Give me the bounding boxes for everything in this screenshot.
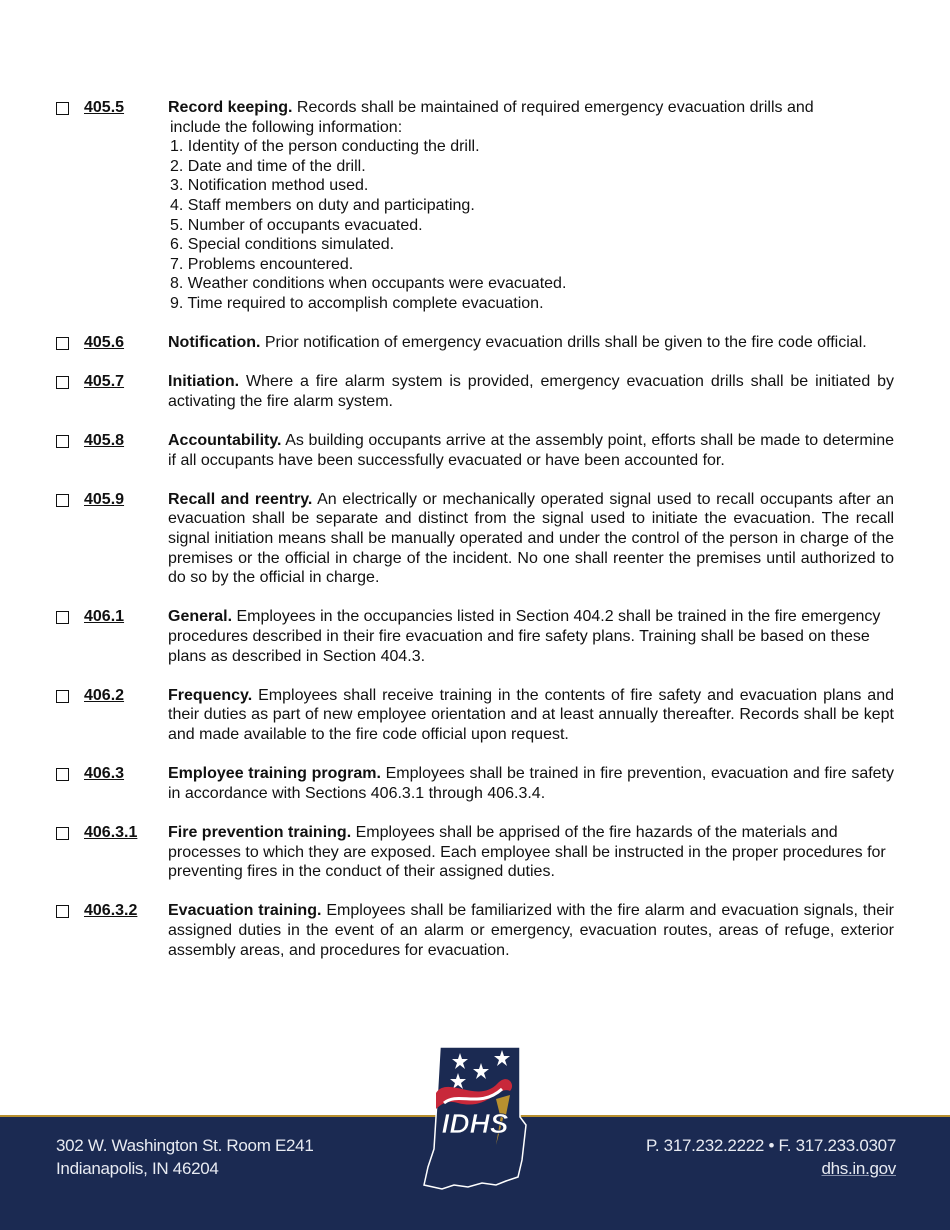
record-list — [168, 137, 894, 313]
section-405-9 — [56, 490, 896, 588]
checkbox[interactable] — [56, 611, 69, 624]
website-link[interactable]: dhs.in.gov — [821, 1159, 896, 1178]
section-number: 405.9 — [84, 490, 125, 508]
address-line-1: 302 W. Washington St. Room E241 — [56, 1136, 314, 1155]
section-406-3-2 — [56, 901, 896, 960]
address-line-2: Indianapolis, IN 46204 — [56, 1159, 219, 1178]
section-text: Employees in the occupancies listed in Section 404.2 shall be trained in the fire emergency procedures described in their fire evacuation and fire safety plans. Training shall be based on these plans as described in Section 404.3. — [168, 608, 881, 665]
footer-contact — [646, 1134, 896, 1180]
section-title: Initiation. — [168, 373, 240, 391]
section-title: General. — [168, 608, 233, 626]
section-title: Accountability. — [168, 432, 282, 450]
list-item: 4. Staff members on duty and participating. — [170, 196, 475, 214]
section-406-3-1 — [56, 823, 896, 882]
section-title: Fire prevention training. — [168, 823, 352, 841]
checkbox[interactable] — [56, 494, 69, 507]
footer-address — [56, 1134, 314, 1180]
checkbox[interactable] — [56, 337, 69, 350]
section-text: An electrically or mechanically operated signal used to recall occupants after an evacuation shall be separate and distinct from the signal used to initiate the evacuation. The recall signal initiation means shall be manually operated and under the control of the person in charge of the premises or the official in charge of the incident. No one shall reenter the premises until authorized to do so by the official in charge. — [168, 490, 895, 587]
section-number: 406.3.1 — [84, 823, 138, 841]
section-number: 406.2 — [84, 686, 125, 704]
logo-text: IDHS — [441, 1108, 509, 1139]
section-title: Evacuation training. — [168, 902, 322, 920]
section-405-6 — [56, 333, 896, 353]
section-continuation: include the following information: — [170, 118, 403, 136]
section-title: Recall and reentry. — [168, 490, 313, 508]
section-405-8 — [56, 431, 896, 470]
section-405-5 — [56, 98, 896, 314]
section-text: Employees shall be trained in fire prevention, evacuation and fire safety in accordance with Sections 406.3.1 through 406.3.4. — [168, 765, 895, 802]
section-number: 405.7 — [84, 373, 125, 391]
section-number: 406.1 — [84, 608, 125, 626]
section-title: Frequency. — [168, 686, 253, 704]
checkbox[interactable] — [56, 768, 69, 781]
checkbox[interactable] — [56, 690, 69, 703]
section-text: As building occupants arrive at the assembly point, efforts shall be made to determine if all occupants have been successfully evacuated or have been accounted for. — [168, 432, 894, 469]
list-item: 7. Problems encountered. — [170, 255, 354, 273]
section-title: Record keeping. — [168, 99, 293, 116]
section-number: 406.3.2 — [84, 902, 138, 920]
checkbox[interactable] — [56, 905, 69, 918]
section-406-3 — [56, 764, 896, 803]
checkbox[interactable] — [56, 102, 69, 115]
section-title: Employee training program. — [168, 765, 381, 783]
checkbox[interactable] — [56, 435, 69, 448]
section-number: 405.8 — [84, 432, 125, 450]
list-item: 6. Special conditions simulated. — [170, 236, 395, 254]
section-406-2 — [56, 686, 896, 745]
section-number: 405.6 — [84, 334, 125, 352]
section-number: 405.5 — [84, 99, 125, 116]
checkbox[interactable] — [56, 376, 69, 389]
section-406-1 — [56, 607, 896, 666]
section-text: Prior notification of emergency evacuation drills shall be given to the fire code official. — [260, 334, 867, 352]
checkbox[interactable] — [56, 827, 69, 840]
list-item: 8. Weather conditions when occupants were evacuated. — [170, 275, 567, 293]
section-text: Employees shall be familiarized with the fire alarm and evacuation signals, their assigned duties in the event of an alarm or emergency, evacuation routes, areas of refuge, exterior assembly areas, and procedures for evacuation. — [168, 902, 894, 959]
section-title: Notification. — [168, 334, 261, 352]
list-item: 9. Time required to accomplish complete evacuation. — [170, 294, 544, 312]
section-text: Employees shall be apprised of the fire hazards of the materials and processes to which they are exposed. Each employee shall be instructed in the proper procedures for preventing fires in the conduct of their assigned duties. — [168, 823, 886, 881]
list-item: 5. Number of occupants evacuated. — [170, 216, 423, 234]
list-item: 3. Notification method used. — [170, 177, 369, 195]
idhs-logo-icon — [418, 1045, 533, 1195]
section-text: Employees shall receive training in the contents of fire safety and evacuation plans and their duties as part of new employee orientation and at least annually thereafter. Records shall be kept and made available to the fire code official upon request. — [168, 686, 894, 743]
list-item: 1. Identity of the person conducting the drill. — [170, 138, 480, 156]
section-text: Where a fire alarm system is provided, emergency evacuation drills shall be initiated by activating the fire alarm system. — [168, 373, 894, 410]
list-item: 2. Date and time of the drill. — [170, 157, 366, 175]
section-405-7 — [56, 372, 896, 411]
section-text: Records shall be maintained of required emergency evacuation drills and — [292, 99, 814, 116]
document-body — [56, 98, 896, 980]
phone-fax: P. 317.232.2222 • F. 317.233.0307 — [645, 1136, 896, 1155]
section-number: 406.3 — [84, 765, 125, 783]
